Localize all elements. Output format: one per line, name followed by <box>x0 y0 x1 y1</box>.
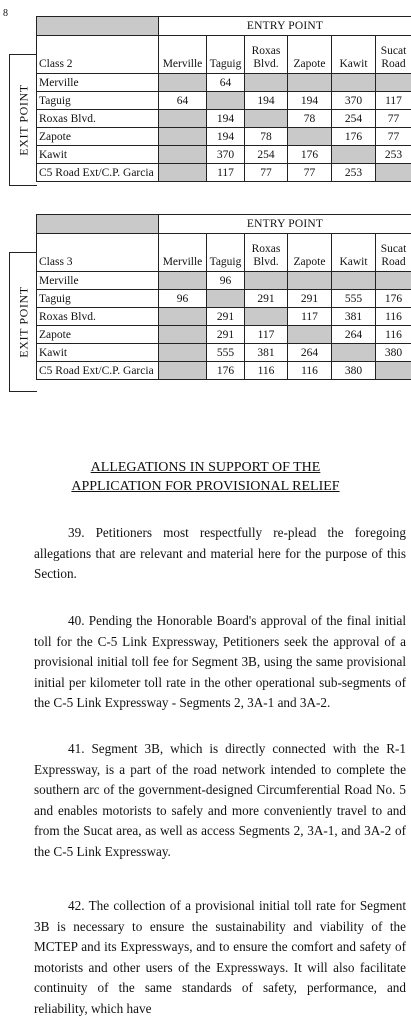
toll-cell <box>159 110 207 128</box>
toll-cell: 253 <box>332 164 376 182</box>
toll-cell <box>159 164 207 182</box>
table-row <box>37 92 411 110</box>
toll-cell: 555 <box>207 344 245 362</box>
toll-cell <box>207 290 245 308</box>
table-row <box>37 308 411 326</box>
toll-cell: 381 <box>332 308 376 326</box>
toll-cell: 380 <box>332 362 376 380</box>
toll-cell <box>288 74 332 92</box>
column-header: Taguig <box>207 36 245 74</box>
row-label: Merville <box>37 74 159 92</box>
column-header: Zapote <box>288 234 332 272</box>
table-row <box>37 146 411 164</box>
paragraph-39: 39. Petitioners most respectfully re-plead the foregoing allegations that are relevant and material here for the purpose of this Section. <box>34 525 406 581</box>
table-corner <box>37 17 159 36</box>
toll-cell <box>376 74 411 92</box>
class-3-toll-matrix <box>9 214 411 392</box>
toll-cell: 254 <box>245 146 288 164</box>
toll-cell <box>376 164 411 182</box>
toll-cell: 78 <box>288 110 332 128</box>
toll-cell: 176 <box>288 146 332 164</box>
column-header-row <box>37 234 411 272</box>
toll-cell <box>288 326 332 344</box>
toll-cell: 253 <box>376 146 411 164</box>
toll-cell <box>288 128 332 146</box>
page-marker: 8 <box>3 8 8 19</box>
column-header: Sucat Road <box>376 234 411 272</box>
class-2-toll-matrix <box>9 16 411 186</box>
toll-cell: 116 <box>376 326 411 344</box>
toll-cell <box>245 272 288 290</box>
toll-cell <box>376 272 411 290</box>
toll-cell: 194 <box>288 92 332 110</box>
toll-cell <box>159 128 207 146</box>
section-heading-line-1: ALLEGATIONS IN SUPPORT OF THE <box>90 460 321 475</box>
class-label: Class 3 <box>37 234 159 272</box>
toll-cell <box>332 74 376 92</box>
toll-cell <box>245 308 288 326</box>
toll-cell: 78 <box>245 128 288 146</box>
row-label: Taguig <box>37 92 159 110</box>
table-row <box>37 326 411 344</box>
row-label: Zapote <box>37 326 159 344</box>
toll-cell: 64 <box>159 92 207 110</box>
toll-cell <box>376 362 411 380</box>
toll-cell <box>159 308 207 326</box>
toll-cell: 117 <box>288 308 332 326</box>
toll-cell: 176 <box>376 290 411 308</box>
toll-cell: 291 <box>207 308 245 326</box>
toll-cell: 116 <box>288 362 332 380</box>
toll-cell <box>245 74 288 92</box>
table-row <box>37 272 411 290</box>
toll-cell <box>159 74 207 92</box>
toll-cell: 194 <box>207 128 245 146</box>
toll-cell: 117 <box>376 92 411 110</box>
entry-point-header: ENTRY POINT <box>159 17 411 36</box>
table-row <box>37 128 411 146</box>
toll-cell <box>332 344 376 362</box>
toll-cell: 380 <box>376 344 411 362</box>
toll-cell: 370 <box>332 92 376 110</box>
row-label: Taguig <box>37 290 159 308</box>
column-header: Kawit <box>332 36 376 74</box>
toll-cell: 176 <box>207 362 245 380</box>
entry-point-header: ENTRY POINT <box>159 215 411 234</box>
toll-cell: 116 <box>376 308 411 326</box>
toll-cell: 116 <box>245 362 288 380</box>
toll-cell: 96 <box>159 290 207 308</box>
toll-cell: 264 <box>332 326 376 344</box>
column-header: Kawit <box>332 234 376 272</box>
column-header: Sucat Road <box>376 36 411 74</box>
column-header: Merville <box>159 36 207 74</box>
row-label: Roxas Blvd. <box>37 110 159 128</box>
toll-cell: 291 <box>288 290 332 308</box>
row-label: C5 Road Ext/C.P. Garcia <box>37 362 159 380</box>
toll-cell: 117 <box>207 164 245 182</box>
class-label: Class 2 <box>37 36 159 74</box>
row-label: C5 Road Ext/C.P. Garcia <box>37 164 159 182</box>
column-header: Zapote <box>288 36 332 74</box>
column-header: Roxas Blvd. <box>245 234 288 272</box>
toll-cell <box>207 92 245 110</box>
column-header: Roxas Blvd. <box>245 36 288 74</box>
column-header: Taguig <box>207 234 245 272</box>
toll-cell <box>159 362 207 380</box>
toll-cell <box>159 272 207 290</box>
exit-point-label: EXIT POINT <box>9 252 37 392</box>
toll-cell: 77 <box>288 164 332 182</box>
toll-cell: 77 <box>245 164 288 182</box>
table-row <box>37 164 411 182</box>
toll-cell <box>288 272 332 290</box>
paragraph-42: 42. The collection of a provisional initial toll rate for Segment 3B is necessary to ensure the sustainability and viability of the MCTEP and its Expressways, and to ensure the comfort and safety of motorists and other users of the Expressways. It will also facilitate continuity of the same standards of safety, performance, and reliability, which have <box>34 898 406 1016</box>
row-label: Zapote <box>37 128 159 146</box>
toll-cell: 77 <box>376 128 411 146</box>
toll-cell: 194 <box>207 110 245 128</box>
toll-cell: 77 <box>376 110 411 128</box>
toll-cell <box>159 326 207 344</box>
toll-cell: 291 <box>207 326 245 344</box>
toll-cell: 381 <box>245 344 288 362</box>
row-label: Roxas Blvd. <box>37 308 159 326</box>
toll-cell: 370 <box>207 146 245 164</box>
toll-cell: 117 <box>245 326 288 344</box>
exit-point-label: EXIT POINT <box>9 54 37 186</box>
toll-cell <box>159 146 207 164</box>
column-header: Merville <box>159 234 207 272</box>
toll-cell: 264 <box>288 344 332 362</box>
toll-cell <box>332 146 376 164</box>
row-label: Kawit <box>37 344 159 362</box>
table-corner <box>37 215 159 234</box>
toll-cell: 291 <box>245 290 288 308</box>
column-header-row <box>37 36 411 74</box>
table-row <box>37 344 411 362</box>
row-label: Merville <box>37 272 159 290</box>
toll-cell: 555 <box>332 290 376 308</box>
toll-cell <box>245 110 288 128</box>
section-heading <box>0 458 411 496</box>
table-row <box>37 74 411 92</box>
section-heading-line-2: APPLICATION FOR PROVISIONAL RELIEF <box>71 479 340 494</box>
toll-cell: 254 <box>332 110 376 128</box>
toll-cell <box>332 272 376 290</box>
row-label: Kawit <box>37 146 159 164</box>
toll-cell <box>159 344 207 362</box>
toll-cell: 194 <box>245 92 288 110</box>
toll-table-class-3 <box>36 214 411 380</box>
toll-cell: 176 <box>332 128 376 146</box>
table-row <box>37 362 411 380</box>
toll-cell: 96 <box>207 272 245 290</box>
table-row <box>37 290 411 308</box>
paragraph-40: 40. Pending the Honorable Board's approval of the final initial toll for the C-5 Link Expressway, Petitioners seek the approval of a provisional initial toll fee for Segment 3B, using the same provisional initial per kilometer toll rate in the other operational sub-segments of the C-5 Link Expressway - Segments 2, 3A-1 and 3A-2. <box>34 613 406 710</box>
toll-table-class-2 <box>36 16 411 182</box>
paragraph-41: 41. Segment 3B, which is directly connected with the R-1 Expressway, is a part of the road network intended to complete the southern arc of the government-designed Circumferential Road No. 5 and enables motorists to safely and more conveniently travel to and from the Sucat area, as well as access Segments 2, 3A-1, and 3A-2 of the C-5 Link Expressway. <box>34 741 406 859</box>
table-row <box>37 110 411 128</box>
toll-cell: 64 <box>207 74 245 92</box>
